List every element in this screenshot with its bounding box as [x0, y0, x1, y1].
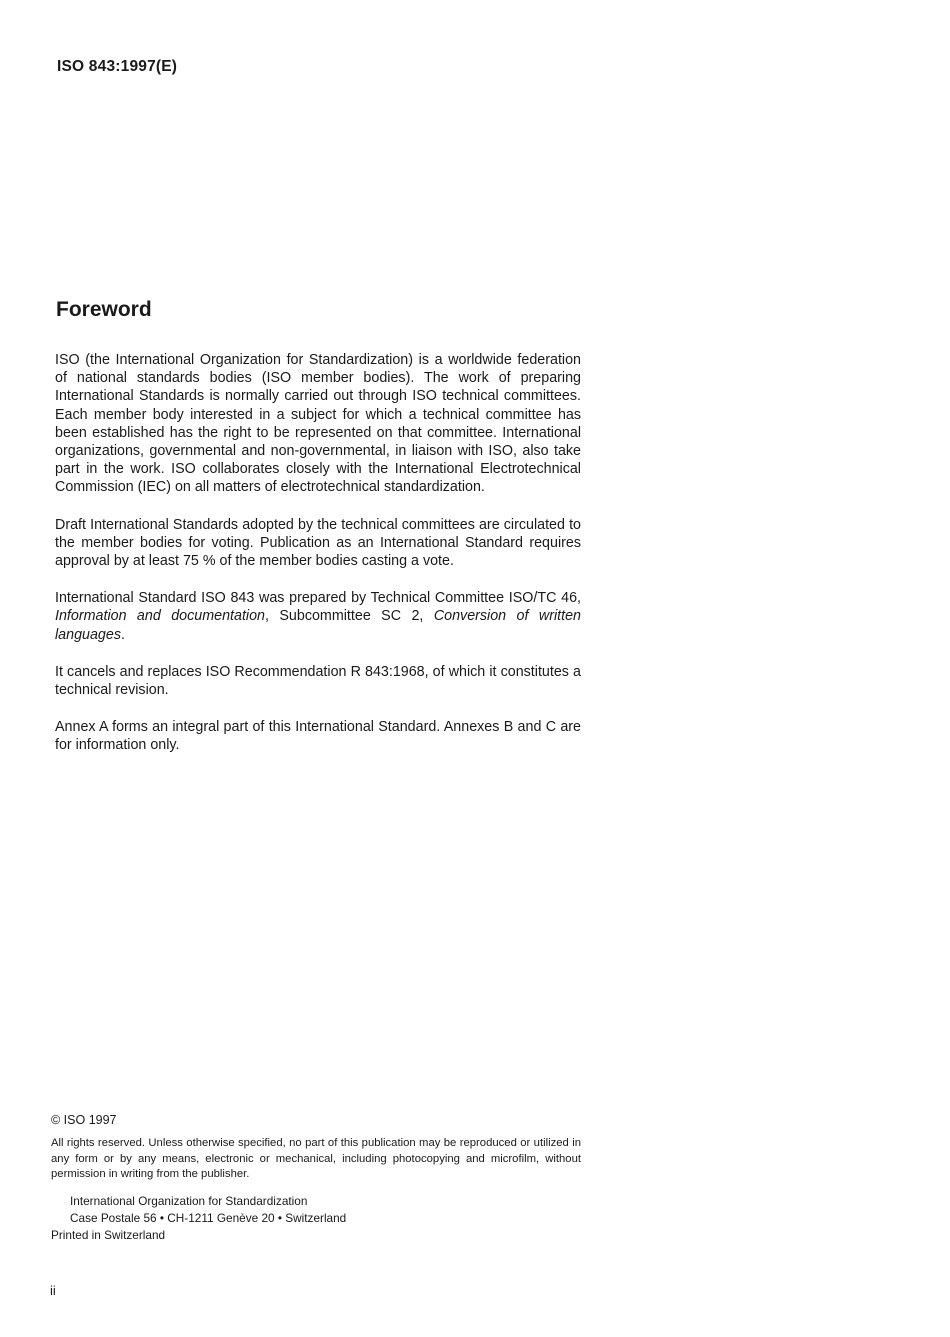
subcommittee-title: Conversion of written languages [55, 608, 581, 643]
foreword-paragraph-4: It cancels and replaces ISO Recommendation R 843:1968, of which it constitutes a technical revision. [55, 663, 581, 699]
printed-in: Printed in Switzerland [51, 1227, 166, 1242]
paragraph-3-text-a: International Standard ISO 843 was prepared by Technical Committee ISO/TC 46, [55, 590, 581, 607]
document-id: ISO 843:1997(E) [57, 58, 178, 75]
paragraph-3-text-e: . [120, 626, 125, 643]
page-number: ii [50, 1283, 56, 1298]
foreword-paragraph-3 [55, 589, 581, 644]
paragraph-3-text-c: , Subcommittee SC 2, [265, 608, 434, 625]
organization-name: International Organization for Standardization [70, 1193, 308, 1208]
organization-address [70, 1193, 581, 1227]
foreword-body [55, 351, 581, 774]
foreword-paragraph-5: Annex A forms an integral part of this International Standard. Annexes B and C are for information only. [55, 719, 581, 754]
foreword-paragraph-1: ISO (the International Organization for Standardization) is a worldwide federation of national standards bodies (ISO member bodies). The work of preparing International Standards is normally carried out through ISO technical committees. Each member body interested in a subject for which a technical committee has been established has the right to be represented on that committee. International organizations, governmental and non-governmental, in liaison with ISO, also take part in the work. ISO collaborates closely with the International Electrotechnical Commission (IEC) on all matters of electrotechnical standardization. [55, 352, 581, 496]
section-title-foreword: Foreword [56, 298, 152, 321]
rights-reserved-text: All rights reserved. Unless otherwise specified, no part of this publication may be reproduced or utilized in any form or by any means, electronic or mechanical, including photocopying and microfilm, without permission in writing from the publisher. [51, 1137, 581, 1180]
postal-address: Case Postale 56 • CH-1211 Genève 20 • Switzerland [70, 1210, 347, 1225]
committee-title: Information and documentation [55, 608, 265, 625]
copyright-block [51, 1113, 581, 1244]
copyright-notice: © ISO 1997 [51, 1113, 117, 1127]
foreword-paragraph-2: Draft International Standards adopted by the technical committees are circulated to the member bodies for voting. Publication as an International Standard requires approval by at least 75 % of the member bodies casting a vote. [55, 516, 581, 570]
